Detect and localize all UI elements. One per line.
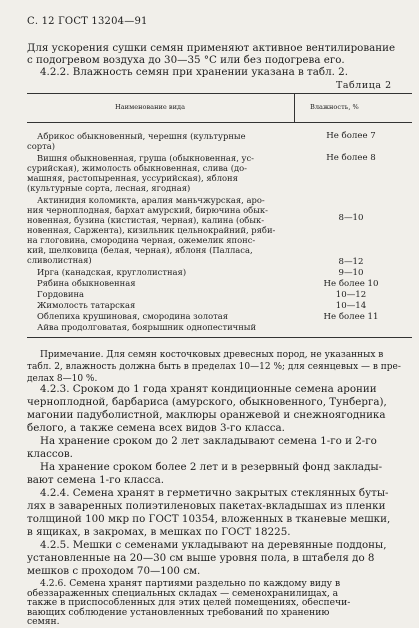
table-row-6-line-1: Гордовина [37,289,85,299]
table-row-6-value: Не более 10 [323,279,379,289]
section-4-2-4-line-2: лях в заваренных полиэтиленовых пакетах-вкладышах из пленки [27,500,386,512]
section-4-2-3-line-2: черноплодной, барбариса (амурского, обыкновенного, Тунберга), [27,396,387,408]
table-row-9-line-1: Айва продолговатая, боярышник однопестичный [37,322,257,332]
table-row-1-line-2: сорта) [27,141,55,151]
storage-over-2-years-line-2: вают семена 1-го класса. [27,474,165,486]
note-line-2: табл. 2, влажность должна быть в пределах 10—12 %; для сеянцевых — в пре- [27,362,401,372]
table-row-9-value: Не более 11 [323,312,379,322]
table-row-3-value: 8—10 [338,213,364,223]
table-header-moisture: Влажность, % [310,103,359,111]
table-row-4-line-1: Ирга (канадская, круглолистная) [37,267,187,277]
table-row-2-line-1: Вишня обыкновенная, груша (обыкновенная, ус- [37,153,254,163]
table-row-3-line-7: сливолистная) [27,255,92,265]
storage-2-years-line-1: На хранение сроком до 2 лет закладывают семена 1-го и 2-го [40,435,377,447]
storage-2-years-line-2: классов. [27,448,73,460]
table-row-3-line-4: новенная, Саржента), кизильник цельнокрайний, ряби- [27,225,276,235]
table-row-3-line-3: новенная, бузина (кистистая, черная), калина (обык- [27,215,265,225]
table-row-2-value: Не более 8 [326,153,376,163]
section-4-2-5-line-1: 4.2.5. Мешки с семенами укладывают на деревянные поддоны, [40,539,387,551]
table-row-5-value: 9—10 [338,268,364,278]
table-row-1-value: Не более 7 [326,131,376,141]
table-header-rule [27,122,412,123]
intro-line-1: Для ускорения сушки семян применяют активное вентилирование [27,42,396,54]
section-4-2-6-line-4: вающих соблюдение установленных требований по хранению [27,606,330,618]
section-4-2-5-line-2: установленные на 20—30 см выше уровня пола, в штабеля до 8 [27,552,375,564]
table-row-2-line-2: сурийская), жимолость обыкновенная, слива (до- [27,163,247,173]
table-top-rule [27,93,412,94]
table-row-8-value: 10—14 [335,301,367,311]
table-row-3-line-2: ния черноплодная, бархат амурский, бирючина обык- [27,205,268,215]
table-row-2-line-3: машняя, растопыренная, уссурийская), яблоня [27,173,238,183]
section-4-2-6-line-2: обеззараженных специальных складах — семенохранилищах, а [27,587,339,599]
table-caption: Таблица 2 [336,80,392,91]
table-bottom-rule [27,337,412,338]
section-4-2-6-line-1: 4.2.6. Семена хранят партиями раздельно по каждому виду в [40,578,341,589]
storage-over-2-years-line-1: На хранение сроком более 2 лет и в резервный фонд заклады- [40,461,383,473]
section-4-2-4-line-4: в ящиках, в закромах, в мешках по ГОСТ 18225. [27,526,291,538]
table-row-7-line-1: Жимолость татарская [37,300,136,310]
section-4-2-5-line-3: мешков с проходом 70—100 см. [27,565,201,577]
table-row-3-line-6: кий, шелковица (белая, черная), яблоня (Палласа, [27,245,253,255]
intro-line-2: с подогревом воздуха до 30—35 °С или без подогрева его. [27,54,345,66]
table-row-8-line-1: Облепиха крушиновая, смородина золотая [37,311,229,321]
section-4-2-4-line-3: толщиной 100 мкр по ГОСТ 10354, вложенных в тканевые мешки, [27,513,391,525]
table-row-5-line-1: Рябина обыкновенная [37,278,136,288]
section-4-2-3-line-3: магонии падуболистной, маклюры оранжевой и снежноягодника [27,409,386,421]
table-header-species: Наименование вида [115,103,186,111]
section-4-2-2: 4.2.2. Влажность семян при хранении указана в табл. 2. [40,66,348,78]
table-row-3-line-5: на глоговина, смородина черная, ожемелик японс- [27,235,256,245]
table-header-divider [294,93,295,122]
section-4-2-3-line-1: 4.2.3. Сроком до 1 года хранят кондиционные семена аронии [40,383,377,395]
note-line-3: делах 8—10 %. [27,374,98,384]
table-row-3-line-1: Актинидия коломикта, аралия маньчжурская, аро- [37,195,265,205]
section-4-2-4-line-1: 4.2.4. Семена хранят в герметично закрытых стеклянных буты- [40,487,389,499]
section-4-2-6-line-5: семян. [27,616,60,628]
note-line-1: Примечание. Для семян косточковых древесных пород, не указанных в [40,350,384,360]
table-row-2-line-4: (культурные сорта, лесная, ягодная) [27,183,191,193]
section-4-2-3-line-4: белого, а также семена всех видов 3-го класса. [27,422,285,434]
table-row-7-value: 10—12 [335,290,367,300]
table-row-4-value: 8—12 [338,257,364,267]
page-header: С. 12 ГОСТ 13204—91 [27,16,148,27]
table-row-1-line-1: Абрикос обыкновенный, черешня (культурные [37,131,246,141]
section-4-2-6-line-3: также в приспособленных для этих целей помещениях, обеспечи- [27,597,351,609]
